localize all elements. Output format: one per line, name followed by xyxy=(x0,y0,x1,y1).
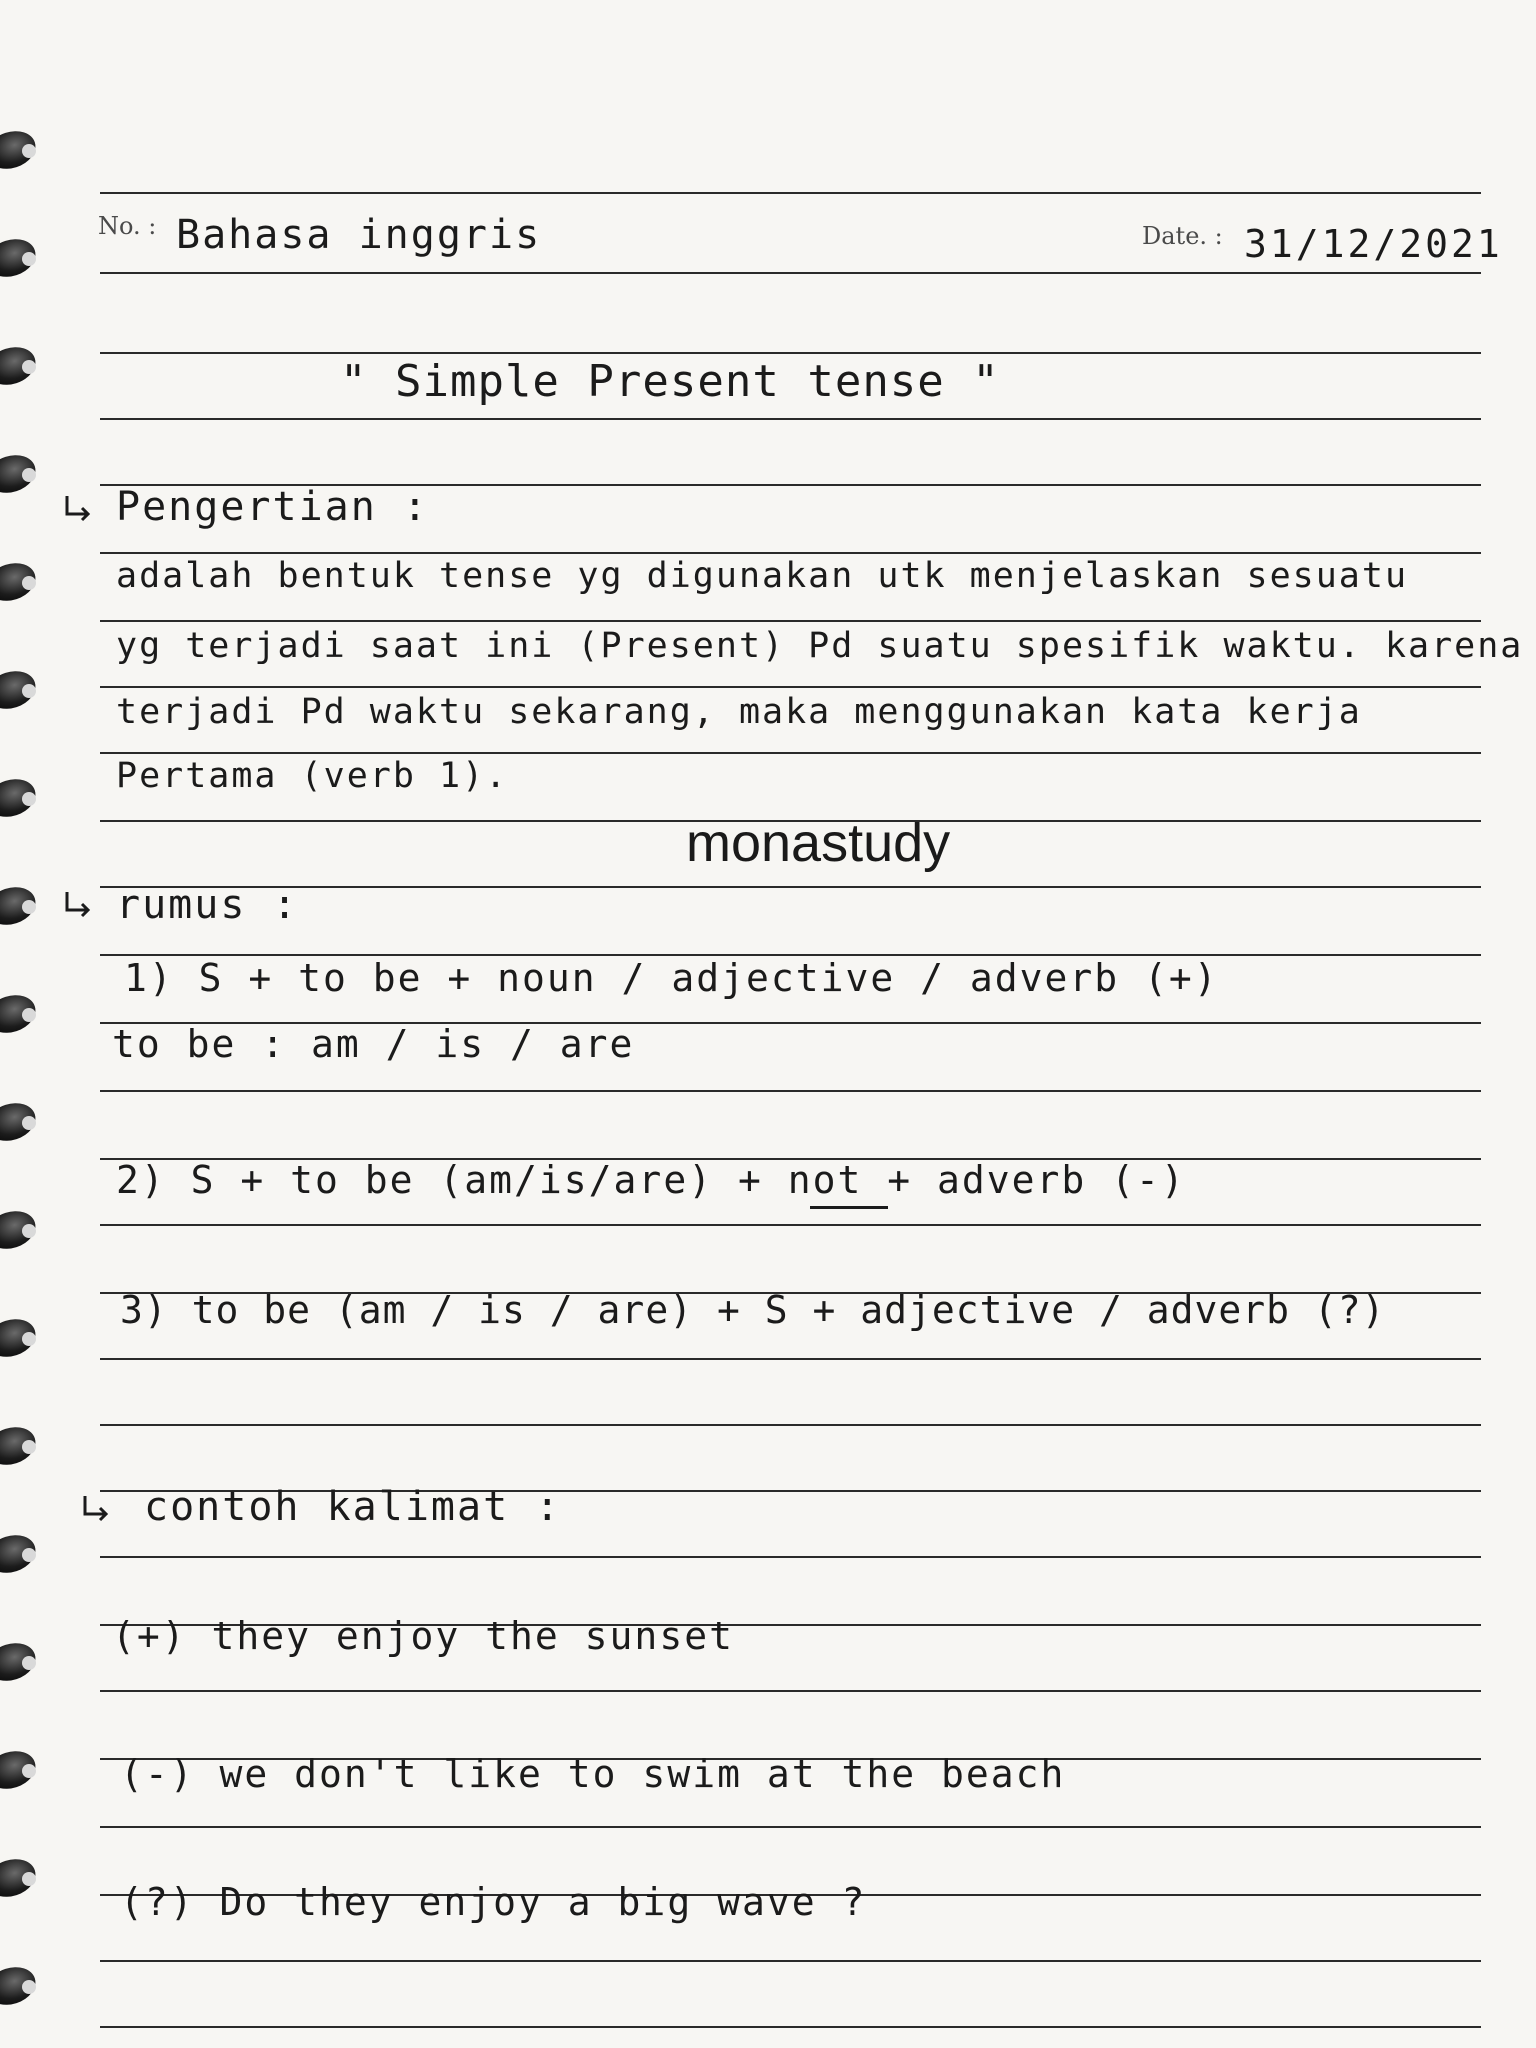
spiral-ring xyxy=(0,884,38,930)
ruled-line xyxy=(100,686,1481,688)
spiral-ring xyxy=(0,1856,38,1902)
spiral-ring xyxy=(0,992,38,1038)
rumus-heading: rumus : xyxy=(116,882,299,928)
contoh-sentence-2: (-) we don't like to swim at the beach xyxy=(120,1752,1066,1796)
spiral-ring xyxy=(0,1424,38,1470)
pengertian-line-4: Pertama (verb 1). xyxy=(116,756,509,796)
ruled-line xyxy=(100,2026,1481,2028)
ruled-line xyxy=(100,620,1481,622)
ruled-line xyxy=(100,418,1481,420)
contoh-sentence-3: (?) Do they enjoy a big wave ? xyxy=(120,1880,867,1924)
spiral-ring xyxy=(0,344,38,390)
arrow-bullet-icon xyxy=(80,1492,110,1522)
spiral-ring xyxy=(0,236,38,282)
arrow-bullet-icon xyxy=(62,888,92,918)
ruled-line xyxy=(100,352,1481,354)
ruled-line xyxy=(100,192,1481,194)
spiral-ring xyxy=(0,1532,38,1578)
no-value: Bahasa inggris xyxy=(176,212,542,258)
ruled-line xyxy=(100,272,1481,274)
ruled-line xyxy=(100,1690,1481,1692)
pengertian-heading: Pengertian : xyxy=(116,484,429,530)
page-title: " Simple Present tense " xyxy=(340,356,1000,407)
spiral-ring xyxy=(0,452,38,498)
ruled-line xyxy=(100,752,1481,754)
ruled-line xyxy=(100,1960,1481,1962)
rumus-formula-1: 1) S + to be + noun / adjective / adverb (+) xyxy=(124,956,1219,1000)
spiral-ring xyxy=(0,1208,38,1254)
pengertian-line-3: terjadi Pd waktu sekarang, maka menggunakan kata kerja xyxy=(116,692,1362,732)
pengertian-line-1: adalah bentuk tense yg digunakan utk menjelaskan sesuatu xyxy=(116,556,1409,596)
ruled-line xyxy=(100,886,1481,888)
spiral-ring xyxy=(0,1640,38,1686)
contoh-sentence-1: (+) they enjoy the sunset xyxy=(112,1614,734,1658)
ruled-line xyxy=(100,552,1481,554)
rumus-formula-1-note: to be : am / is / are xyxy=(112,1022,635,1066)
spiral-ring xyxy=(0,1964,38,2010)
not-underline xyxy=(810,1206,888,1209)
contoh-heading: contoh kalimat : xyxy=(144,1484,562,1530)
ruled-line xyxy=(100,1090,1481,1092)
ruled-line xyxy=(100,1224,1481,1226)
rumus-formula-3: 3) to be (am / is / are) + S + adjective / adverb (?) xyxy=(120,1288,1386,1332)
ruled-line xyxy=(100,1424,1481,1426)
date-label: Date. : xyxy=(1142,222,1223,250)
spiral-ring xyxy=(0,560,38,606)
no-label: No. : xyxy=(98,212,157,240)
arrow-bullet-icon xyxy=(62,492,92,522)
date-value: 31/12/2021 xyxy=(1244,222,1503,266)
ruled-line xyxy=(100,1556,1481,1558)
spiral-ring xyxy=(0,1316,38,1362)
rumus-formula-2: 2) S + to be (am/is/are) + not + adverb (-) xyxy=(116,1158,1186,1202)
spiral-ring xyxy=(0,128,38,174)
spiral-ring xyxy=(0,776,38,822)
watermark-text: monastudy xyxy=(686,813,951,873)
spiral-ring xyxy=(0,1100,38,1146)
pengertian-line-2: yg terjadi saat ini (Present) Pd suatu spesifik waktu. karena xyxy=(116,626,1524,666)
ruled-line xyxy=(100,1826,1481,1828)
ruled-line xyxy=(100,1358,1481,1360)
spiral-ring xyxy=(0,668,38,714)
spiral-ring xyxy=(0,1748,38,1794)
